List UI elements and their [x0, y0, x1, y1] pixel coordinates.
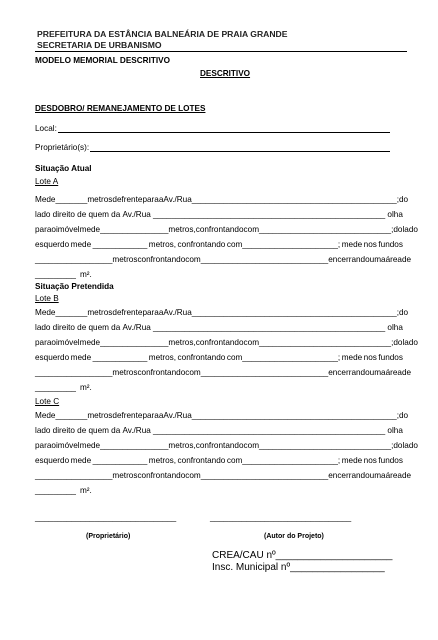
description-word: direito — [52, 210, 75, 219]
description-word: de — [401, 471, 412, 480]
description-word: _______________ — [100, 441, 169, 450]
description-word: a — [158, 411, 164, 420]
description-word: mede — [70, 353, 92, 362]
description-word: encerrando — [328, 368, 370, 377]
description-line — [35, 195, 409, 204]
description-word: Mede — [35, 411, 56, 420]
description-word: m². — [79, 486, 92, 495]
header-divider — [35, 51, 407, 52]
description-word: de — [77, 426, 87, 435]
description-word: com_____________________; — [226, 353, 341, 362]
description-word: confrontando — [195, 441, 244, 450]
description-word: área — [385, 471, 402, 480]
description-word: metros, — [148, 456, 177, 465]
description-word: com — [243, 338, 260, 347]
description-word: mede — [79, 441, 101, 450]
description-word: com — [185, 368, 201, 377]
description-word: quem — [88, 323, 109, 332]
description-word: área — [385, 368, 402, 377]
description-line — [35, 486, 403, 495]
description-word: Av./Rua — [122, 210, 151, 219]
description-line — [35, 225, 418, 234]
description-word: ___________________________________________________ — [153, 426, 386, 435]
description-word: mede — [79, 225, 101, 234]
description-word: uma — [369, 471, 386, 480]
description-word: para — [142, 195, 159, 204]
description-word: _______ — [55, 411, 88, 420]
description-word: metros, — [168, 338, 196, 347]
description-word: quem — [88, 426, 109, 435]
description-word: olha — [387, 323, 403, 332]
description-word: metros — [87, 308, 113, 317]
description-word: _______________ — [100, 225, 169, 234]
description-line — [35, 308, 409, 317]
description-word: do — [393, 441, 403, 450]
description-word: mede — [70, 456, 92, 465]
signature-line-proprietario: _______________________________ — [35, 513, 177, 522]
description-line — [35, 426, 403, 435]
local-label: Local: — [35, 124, 57, 133]
description-line — [35, 383, 403, 392]
description-word: metros — [112, 471, 138, 480]
description-word: o — [51, 225, 56, 234]
description-line — [35, 255, 412, 264]
description-word: m². — [79, 383, 92, 392]
description-word: Av./Rua — [163, 411, 192, 420]
description-word: da — [111, 210, 121, 219]
description-word: de — [77, 210, 87, 219]
description-line — [35, 240, 403, 249]
description-word: fundos — [378, 456, 403, 465]
description-line — [35, 441, 418, 450]
description-word: _____________________________; — [259, 338, 394, 347]
header-prefeitura: PREFEITURA DA ESTÂNCIA BALNEÁRIA DE PRAIA GRANDE — [37, 29, 288, 39]
description-word: _____________________________________________ — [191, 411, 397, 420]
description-word: _________________ — [35, 255, 113, 264]
description-word: ; — [396, 411, 399, 420]
description-line — [35, 270, 403, 279]
description-word: confrontando — [137, 471, 186, 480]
description-word: com — [243, 225, 260, 234]
description-word: mede — [341, 353, 363, 362]
description-word: o — [51, 338, 56, 347]
description-word: da — [111, 426, 121, 435]
description-word: metros, — [168, 225, 196, 234]
description-word: frente — [121, 411, 143, 420]
description-word: _________ — [35, 383, 76, 392]
description-word: para — [35, 225, 52, 234]
description-word: olha — [387, 210, 403, 219]
description-word: para — [142, 308, 159, 317]
description-line — [35, 456, 403, 465]
description-word: _____________________________________________ — [191, 308, 397, 317]
description-word: ; — [396, 195, 399, 204]
description-word: com — [243, 441, 260, 450]
model-title: MODELO MEMORIAL DESCRITIVO — [35, 56, 170, 65]
description-word: a — [158, 195, 164, 204]
description-word: Av./Rua — [163, 195, 192, 204]
description-word: metros, — [148, 353, 177, 362]
description-word: m². — [79, 270, 92, 279]
description-word: confrontando — [177, 353, 226, 362]
description-word: ____________________________ — [200, 255, 329, 264]
description-word: para — [35, 441, 52, 450]
description-word: de — [112, 308, 122, 317]
description-word: _________ — [35, 270, 76, 279]
description-word: lado — [35, 210, 51, 219]
description-word: de — [112, 411, 122, 420]
signature-line-autor: _______________________________ — [210, 513, 352, 522]
description-word: ___________________________________________________ — [153, 210, 386, 219]
description-word: nos — [363, 353, 377, 362]
header-secretaria: SECRETARIA DE URBANISMO — [37, 40, 162, 50]
description-word: _______ — [55, 308, 88, 317]
description-word: da — [111, 323, 121, 332]
description-word: direito — [52, 426, 75, 435]
description-word: com — [185, 471, 201, 480]
description-word: _____________________________; — [259, 225, 394, 234]
description-word: imóvel — [55, 441, 80, 450]
description-word: ____________________________ — [200, 471, 329, 480]
description-word: de — [77, 323, 87, 332]
description-word: _____________________________________________ — [191, 195, 397, 204]
lote-c-label: Lote C — [35, 397, 60, 406]
description-word: metros — [87, 411, 113, 420]
description-word: do — [398, 195, 409, 204]
description-word: fundos — [378, 353, 403, 362]
description-word: com_____________________; — [226, 240, 341, 249]
description-word: ____________________________ — [200, 368, 329, 377]
description-word: do — [393, 338, 403, 347]
description-word: _______________ — [100, 338, 169, 347]
description-word: esquerdo — [35, 240, 70, 249]
description-word: uma — [369, 368, 386, 377]
description-word: confrontando — [195, 338, 244, 347]
description-word: ____________ — [92, 456, 148, 465]
lote-a-label: Lote A — [35, 177, 59, 186]
description-word: _________________ — [35, 368, 113, 377]
description-word: _____________________________; — [259, 441, 394, 450]
description-word: lado — [35, 323, 51, 332]
description-word: mede — [79, 338, 101, 347]
description-line — [35, 323, 403, 332]
description-word: direito — [52, 323, 75, 332]
description-line — [35, 471, 412, 480]
description-word: metros, — [168, 441, 196, 450]
proprietario-field[interactable] — [90, 151, 390, 152]
description-line — [35, 210, 403, 219]
description-word: imóvel — [55, 338, 80, 347]
proprietario-label: Proprietário(s): — [35, 143, 90, 152]
crea-cau-field: CREA/CAU nº_____________________ — [212, 550, 393, 561]
description-word: encerrando — [328, 255, 370, 264]
description-word: mede — [70, 240, 92, 249]
description-word: do — [398, 411, 409, 420]
description-word: ____________ — [92, 353, 148, 362]
description-word: ____________ — [92, 240, 148, 249]
description-word: Av./Rua — [122, 426, 151, 435]
description-word: ; — [396, 308, 399, 317]
description-word: nos — [363, 456, 377, 465]
description-word: mede — [341, 456, 363, 465]
description-line — [35, 411, 409, 420]
description-word: metros — [112, 255, 138, 264]
description-word: lado — [402, 338, 418, 347]
description-word: a — [158, 308, 164, 317]
situacao-atual-heading: Situação Atual — [35, 164, 92, 173]
description-word: encerrando — [328, 471, 370, 480]
descritivo-title: DESCRITIVO — [200, 69, 251, 78]
lote-b-label: Lote B — [35, 294, 59, 303]
description-word: metros — [112, 368, 138, 377]
autor-caption: (Autor do Projeto) — [264, 533, 324, 540]
description-word: Av./Rua — [122, 323, 151, 332]
description-word: quem — [88, 210, 109, 219]
description-word: nos — [363, 240, 377, 249]
description-word: uma — [369, 255, 386, 264]
description-word: de — [401, 255, 412, 264]
description-word: o — [51, 441, 56, 450]
description-word: de — [112, 195, 122, 204]
local-field[interactable] — [58, 132, 390, 133]
description-word: fundos — [378, 240, 403, 249]
description-word: _________________ — [35, 471, 113, 480]
description-word: com — [185, 255, 201, 264]
description-word: com_____________________; — [226, 456, 341, 465]
description-word: confrontando — [177, 456, 226, 465]
description-word: do — [393, 225, 403, 234]
description-word: esquerdo — [35, 353, 70, 362]
description-word: confrontando — [177, 240, 226, 249]
description-word: metros — [87, 195, 113, 204]
description-word: frente — [121, 195, 143, 204]
description-word: esquerdo — [35, 456, 70, 465]
proprietario-caption: (Proprietário) — [86, 533, 131, 540]
description-word: lado — [35, 426, 51, 435]
description-word: confrontando — [195, 225, 244, 234]
description-word: _______ — [55, 195, 88, 204]
description-word: do — [398, 308, 409, 317]
description-word: mede — [341, 240, 363, 249]
description-line — [35, 338, 418, 347]
description-word: para — [35, 338, 52, 347]
description-word: lado — [402, 225, 418, 234]
situacao-pretendida-heading: Situação Pretendida — [35, 282, 114, 291]
description-word: Mede — [35, 195, 56, 204]
description-word: frente — [121, 308, 143, 317]
description-word: ___________________________________________________ — [153, 323, 386, 332]
insc-municipal-field: Insc. Municipal nº_________________ — [212, 562, 385, 573]
description-word: _________ — [35, 486, 76, 495]
description-word: olha — [387, 426, 403, 435]
description-word: metros, — [148, 240, 177, 249]
section-title: DESDOBRO/ REMANEJAMENTO DE LOTES — [35, 104, 206, 113]
description-word: área — [385, 255, 402, 264]
description-word: para — [142, 411, 159, 420]
description-word: confrontando — [137, 255, 186, 264]
description-word: Av./Rua — [163, 308, 192, 317]
description-line — [35, 368, 412, 377]
description-word: confrontando — [137, 368, 186, 377]
description-word: imóvel — [55, 225, 80, 234]
description-line — [35, 353, 403, 362]
description-word: lado — [402, 441, 418, 450]
description-word: de — [401, 368, 412, 377]
description-word: Mede — [35, 308, 56, 317]
